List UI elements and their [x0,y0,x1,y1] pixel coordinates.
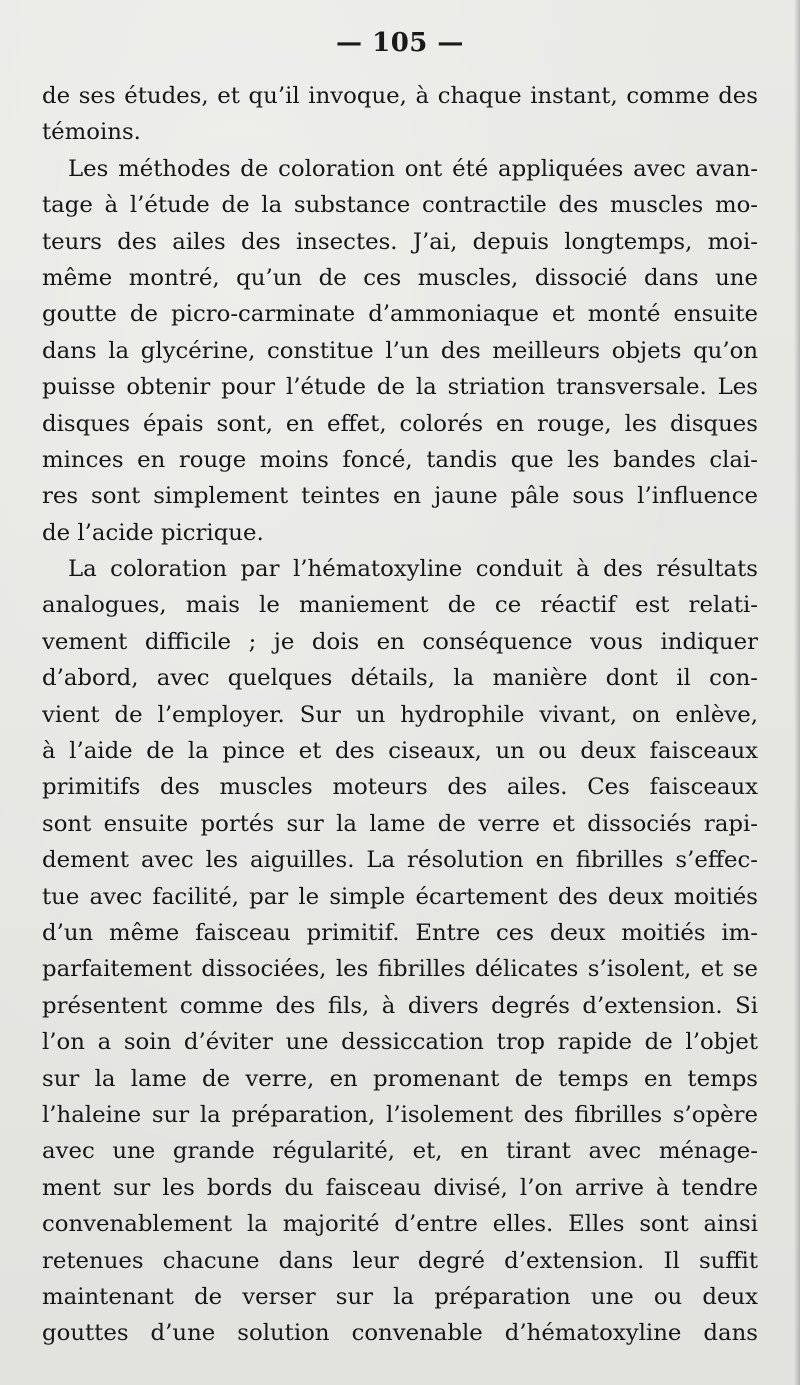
text-line: l’on a soin d’éviter une dessiccation trop rapide de l’objet [42,1029,758,1056]
page-edge-shadow [794,0,800,1385]
text-line: de l’acide picrique. [42,519,264,546]
text-line: même montré, qu’un de ces muscles, dissocié dans une [42,264,758,291]
text-line: convenablement la majorité d’entre elles. Elles sont ainsi [42,1211,758,1238]
text-line: avec une grande régularité, et, en tirant avec ménage- [42,1138,758,1165]
text-line: l’haleine sur la préparation, l’isolement des fibrilles s’opère [42,1101,758,1128]
text-line: tue avec facilité, par le simple écartement des deux moitiés [42,883,758,910]
text-line: puisse obtenir pour l’étude de la striation transversale. Les [42,374,758,401]
text-line: dans la glycérine, constitue l’un des meilleurs objets qu’on [42,337,758,364]
body-text [42,78,758,1352]
text-line: sont ensuite portés sur la lame de verre et dissociés rapi- [42,810,758,837]
text-line: tage à l’étude de la substance contractile des muscles mo- [42,192,758,219]
text-line: dement avec les aiguilles. La résolution en fibrilles s’effec- [42,847,758,874]
text-line: vement difficile ; je dois en conséquence vous indiquer [42,628,758,655]
text-line: goutte de picro-carminate d’ammoniaque et monté ensuite [42,301,758,328]
text-line: vient de l’employer. Sur un hydrophile vivant, on enlève, [42,701,758,728]
text-line: teurs des ailes des insectes. J’ai, depuis longtemps, moi- [42,228,758,255]
text-line: parfaitement dissociées, les fibrilles délicates s’isolent, et se [42,956,758,983]
text-line: à l’aide de la pince et des ciseaux, un ou deux faisceaux [42,738,758,765]
text-line: ment sur les bords du faisceau divisé, l’on arrive à tendre [42,1174,758,1201]
text-line: d’un même faisceau primitif. Entre ces deux moitiés im- [42,919,758,946]
text-line: sur la lame de verre, en promenant de temps en temps [42,1065,758,1092]
text-line: de ses études, et qu’il invoque, à chaque instant, comme des [42,83,758,109]
text-line: d’abord, avec quelques détails, la manière dont il con- [42,665,758,692]
text-line: témoins. [42,119,141,146]
text-line: maintenant de verser sur la préparation une ou deux [42,1283,758,1310]
page-number: — 105 — [336,28,464,58]
text-line: gouttes d’une solution convenable d’hématoxyline dans [42,1320,758,1347]
text-line: primitifs des muscles moteurs des ailes. Ces faisceaux [42,774,758,801]
text-line: La coloration par l’hématoxyline conduit à des résultats [68,556,758,583]
text-line: res sont simplement teintes en jaune pâle sous l’influence [42,483,758,510]
text-line: disques épais sont, en effet, colorés en rouge, les disques [42,410,758,437]
text-line: retenues chacune dans leur degré d’extension. Il suffit [42,1247,758,1274]
text-line: minces en rouge moins foncé, tandis que les bandes clai- [42,446,758,473]
text-line: Les méthodes de coloration ont été appliquées avec avan- [68,155,758,182]
text-line: analogues, mais le maniement de ce réactif est relati- [42,592,758,619]
text-line: présentent comme des fils, à divers degrés d’extension. Si [42,992,758,1019]
